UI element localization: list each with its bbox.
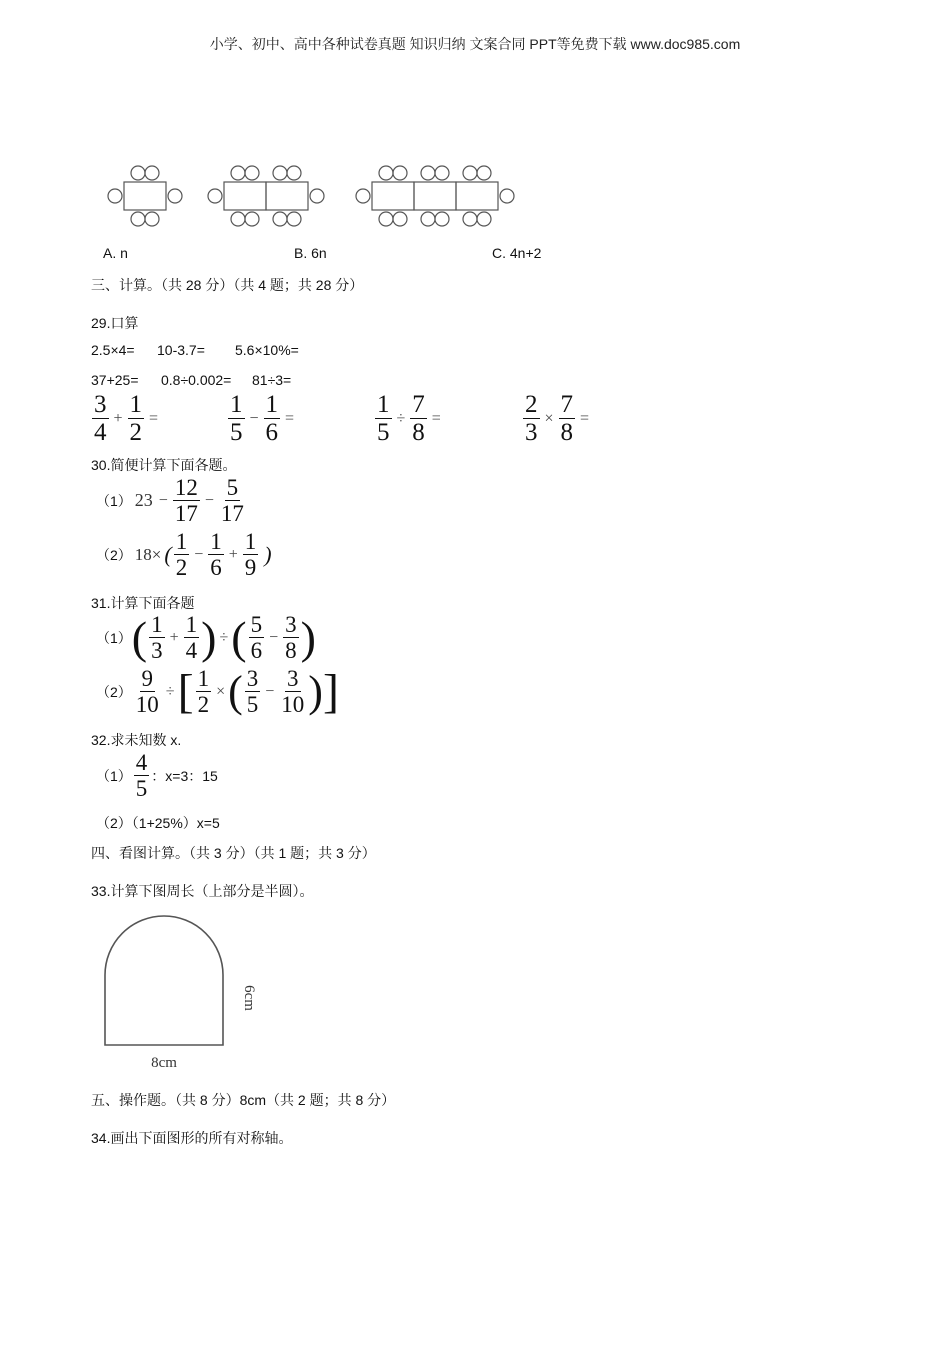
q29-fraction-expr-1: $\frac{3}{4}$ + $\frac{1}{2}$ = <box>94 391 159 446</box>
q29-fraction-expr-4: $\frac{2}{3}$ × $\frac{7}{8}$ = <box>525 391 590 446</box>
q29-row2-item3: 81÷3= <box>252 372 292 388</box>
section-4-title: 四、看图计算。（共 3 分）（共 1 题；共 3 分） <box>91 845 376 861</box>
section-5-title: 五、操作题。（共 8 分）8cm（共 2 题；共 8 分） <box>91 1092 396 1108</box>
section-3-title: 三、计算。（共 28 分）（共 4 题；共 28 分） <box>91 277 364 293</box>
q29-row1-item3: 5.6×10%= <box>235 342 299 358</box>
q31-title: 31.计算下面各题 <box>91 595 195 611</box>
q30-part-1: （1） 23 − $\frac{12}{17}$ − $\frac{5}{17}$ <box>96 475 244 526</box>
bottom-length-label: 8cm <box>151 1055 177 1071</box>
q31-part-1: （1） ( $\frac{1}{3}$ + $\frac{1}{4}$ ) ÷ ( $\frac{5}{6}$ − $\frac{3}{8}$ ) <box>96 611 316 663</box>
q32-part-1: （1） $\frac{4}{5}$ ：x=3：15 <box>96 750 218 801</box>
q29-fraction-expr-3: $\frac{1}{5}$ ÷ $\frac{7}{8}$ = <box>377 391 441 446</box>
q31-part-2: （2） $\frac{9}{10}$ ÷ [ $\frac{1}{2}$ × ( $\frac{3}{5}$ − $\frac{3}{10}$ ) ] <box>96 664 339 718</box>
option-c: C. 4n+2 <box>492 245 542 261</box>
q33-title: 33.计算下图周长（上部分是半圆）。 <box>91 883 314 899</box>
side-length-label: 6cm <box>241 985 257 1011</box>
q29-row1-item2: 10-3.7= <box>157 342 205 358</box>
option-a: A. n <box>103 245 128 261</box>
q30-title: 30.简便计算下面各题。 <box>91 457 237 473</box>
page-header: 小学、初中、高中各种试卷真题 知识归纳 文案合同 PPT等免费下载 www.doc985.com <box>209 36 741 52</box>
q30-part-2: （2） 18× ( $\frac{1}{2}$ − $\frac{1}{6}$ + $\frac{1}{9}$ ) <box>96 529 272 580</box>
q29-fraction-expr-2: $\frac{1}{5}$ − $\frac{1}{6}$ = <box>230 391 295 446</box>
q32-title: 32.求未知数 x. <box>91 732 182 748</box>
semicircle-rectangle-figure <box>92 905 262 1075</box>
q34-title: 34.画出下面图形的所有对称轴。 <box>91 1130 293 1146</box>
q29-title: 29.口算 <box>91 315 139 331</box>
q29-row2-item1: 37+25= <box>91 372 139 388</box>
option-b: B. 6n <box>294 245 327 261</box>
q29-row2-item2: 0.8÷0.002= <box>161 372 232 388</box>
table-arrangement-figure <box>100 160 530 232</box>
q29-row1-item1: 2.5×4= <box>91 342 135 358</box>
q32-part-2: （2）（1+25%）x=5 <box>96 815 220 831</box>
